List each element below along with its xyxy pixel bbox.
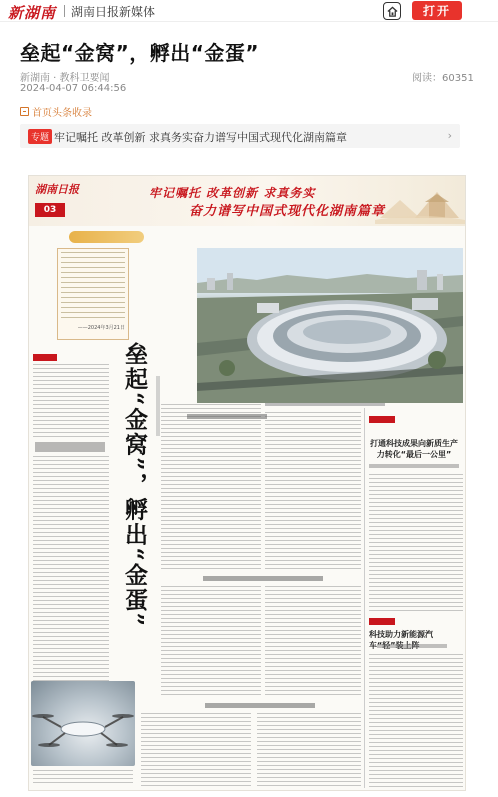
read-count: 阅读：60351: [412, 73, 474, 84]
banner-architecture-illustration: [375, 178, 465, 224]
right-column-text: [369, 474, 463, 614]
banner-slogan-line2: 奋力谱写中国式现代化湖南篇章: [189, 204, 386, 219]
quote-date: ——2024年3月21日: [77, 325, 125, 331]
middle-column-text-a: [161, 404, 261, 569]
app-top-bar: [0, 0, 498, 22]
home-icon: [387, 6, 398, 17]
chevron-right-icon: ›: [447, 129, 452, 142]
brand-divider: [64, 5, 65, 17]
article-date: 2024-04-07 06:44:56: [20, 83, 127, 94]
collect-icon: [20, 107, 29, 116]
topic-text: 牢记嘱托 改革创新 求真务实奋力谱写中国式现代化湖南篇章: [54, 131, 347, 144]
article-title: 垒起“金窝”，孵出“金蛋”: [20, 41, 260, 65]
newspaper-logo: 湖南日报: [35, 183, 79, 196]
middle-subhead-1: [187, 414, 267, 419]
middle-column-text-e: [141, 713, 251, 788]
side-subline-2: [377, 644, 447, 648]
quote-text-lines: [61, 252, 125, 322]
section-tag: [69, 231, 144, 243]
left-column-subhead: [35, 442, 105, 452]
left-column-text: [33, 364, 109, 439]
drone-caption: [33, 770, 133, 784]
right-column-divider: [364, 408, 365, 788]
middle-column-text-d: [265, 586, 361, 696]
newspaper-byline: [156, 376, 160, 436]
middle-column-text-c: [161, 586, 261, 696]
side-headline-2: 科技助力新能源汽车“轻”装上阵: [369, 630, 433, 650]
photo-caption-lines: [265, 403, 385, 406]
newspaper-page-image[interactable]: [28, 175, 466, 791]
aerial-photo: [197, 248, 463, 403]
topic-badge: 专题: [28, 129, 52, 144]
middle-column-text-b: [265, 412, 361, 572]
aerial-photo-illustration: [197, 248, 463, 403]
column-red-tag: [33, 354, 57, 361]
middle-subhead-2: [203, 576, 323, 581]
headline-collect-link[interactable]: [20, 104, 92, 119]
brand-name: 湖南日报新媒体: [71, 5, 156, 19]
headline-collect-label: 首页头条收录: [32, 108, 92, 119]
middle-column-text-f: [257, 713, 361, 788]
right-column-red-tag-2: [369, 618, 395, 625]
article-source[interactable]: 新湖南 · 教科卫要闻: [20, 73, 110, 84]
right-column-text-2: [369, 654, 463, 788]
right-column-red-tag: [369, 416, 395, 423]
open-app-button[interactable]: 打开: [412, 1, 462, 20]
newspaper-vertical-title: 垒起“金窝”，孵出“金蛋”: [121, 342, 148, 628]
topic-banner[interactable]: [20, 124, 460, 148]
quote-box: [57, 248, 129, 340]
middle-subhead-3: [205, 703, 315, 708]
home-button[interactable]: [383, 2, 401, 20]
drone-illustration: [31, 681, 135, 766]
side-subline: [369, 464, 459, 468]
newspaper-banner: [29, 176, 466, 226]
newspaper-page-number: 03: [35, 203, 65, 217]
brand-logo[interactable]: 新湖南: [8, 4, 57, 22]
left-column-text-2: [33, 456, 109, 681]
drone-photo: [31, 681, 135, 766]
side-headline: 打通科技成果向新质生产力转化“最后一公里”: [370, 439, 458, 459]
banner-slogan-line1: 牢记嘱托 改革创新 求真务实: [149, 186, 316, 200]
